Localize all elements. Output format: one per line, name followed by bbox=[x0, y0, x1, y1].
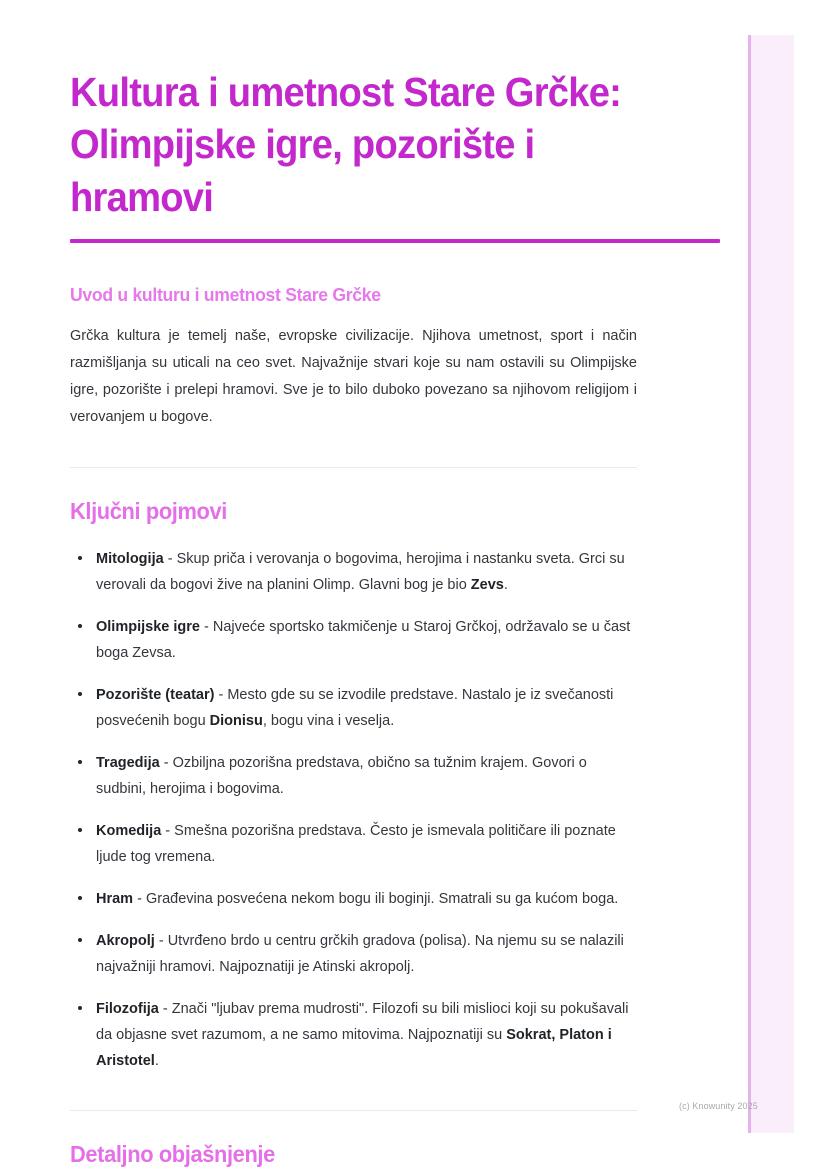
term-definition: Mesto gde su se izvodile predstave. Nastalo je iz svečanosti posvećenih bogu bbox=[96, 687, 614, 730]
term-label: Filozofija bbox=[96, 1001, 159, 1018]
term-emphasis: Sokrat, Platon i Aristotel bbox=[96, 1027, 612, 1070]
bullet-icon bbox=[78, 938, 82, 942]
term-separator: - bbox=[199, 619, 213, 636]
decorative-side-stripe bbox=[748, 35, 794, 1133]
term-definition-tail: . bbox=[154, 1053, 159, 1070]
bullet-icon bbox=[78, 760, 82, 764]
term-separator: - bbox=[161, 823, 175, 840]
section-heading-key-terms: Ključni pojmovi bbox=[70, 498, 227, 525]
term-separator: - bbox=[154, 933, 168, 950]
bullet-icon bbox=[78, 556, 82, 560]
term-separator: - bbox=[133, 891, 146, 908]
list-item bbox=[70, 818, 637, 870]
section-divider-2 bbox=[70, 1110, 637, 1111]
term-definition-tail: , bogu vina i veselja. bbox=[262, 713, 395, 730]
term-label: Tragedija bbox=[96, 755, 160, 772]
term-separator: - bbox=[214, 687, 228, 704]
list-item bbox=[70, 682, 637, 734]
copyright-footer: (c) Knowunity 2025 bbox=[679, 1101, 758, 1111]
intro-paragraph: Grčka kultura je temelj naše, evropske civilizacije. Njihova umetnost, sport i način razmišljanja su uticali na ceo svet. Najvažnije stvari koje su nam ostavili su Olimpijske igre, pozorište i prelepi hramovi. Sve je to bilo duboko povezano sa njihovom religijom i verovanjem u bogove. bbox=[70, 328, 637, 426]
bullet-icon bbox=[78, 896, 82, 900]
term-label: Komedija bbox=[96, 823, 162, 840]
term-label: Hram bbox=[96, 891, 134, 908]
term-separator: - bbox=[159, 755, 173, 772]
section-heading-detail: Detaljno objašnjenje bbox=[70, 1141, 275, 1168]
term-separator: - bbox=[158, 1001, 172, 1018]
bullet-icon bbox=[78, 692, 82, 696]
term-emphasis: Dionisu bbox=[209, 713, 263, 730]
list-item bbox=[70, 750, 637, 802]
term-label: Mitologija bbox=[96, 551, 164, 568]
list-item bbox=[70, 886, 637, 912]
list-item bbox=[70, 614, 637, 666]
term-label: Olimpijske igre bbox=[96, 619, 200, 636]
list-item bbox=[70, 546, 637, 598]
section-heading-intro: Uvod u kulturu i umetnost Stare Grčke bbox=[70, 284, 381, 306]
bullet-icon bbox=[78, 828, 82, 832]
key-terms-list bbox=[70, 546, 637, 1074]
term-definition: Građevina posvećena nekom bogu ili boginji. Smatrali su ga kućom boga. bbox=[145, 891, 619, 908]
term-emphasis: Zevs bbox=[470, 577, 504, 594]
section-divider-1 bbox=[70, 467, 637, 468]
document-content bbox=[70, 66, 637, 1168]
term-definition: Utvrđeno brdo u centru grčkih gradova (polisa). Na njemu su se nalazili najvažniji hramovi. Najpoznatiji je Atinski akropolj. bbox=[96, 933, 624, 976]
term-definition: Ozbiljna pozorišna predstava, obično sa tužnim krajem. Govori o sudbini, herojima i bogovima. bbox=[96, 755, 587, 798]
term-label: Pozorište (teatar) bbox=[96, 687, 215, 704]
list-item bbox=[70, 928, 637, 980]
term-label: Akropolj bbox=[96, 933, 155, 950]
term-definition: Smešna pozorišna predstava. Često je ismevala političare ili poznate ljude tog vremena. bbox=[96, 823, 616, 866]
term-definition: Najveće sportsko takmičenje u Staroj Grčkoj, održavalo se u čast boga Zevsa. bbox=[96, 619, 631, 662]
term-definition-tail: . bbox=[503, 577, 508, 594]
page-title: Kultura i umetnost Stare Grčke: Olimpijske igre, pozorište i hramovi bbox=[70, 69, 622, 220]
term-definition: Skup priča i verovanja o bogovima, herojima i nastanku sveta. Grci su verovali da bogovi žive na planini Olimp. Glavni bog je bio bbox=[96, 551, 625, 594]
title-divider bbox=[70, 239, 720, 243]
term-definition: Znači "ljubav prema mudrosti". Filozofi su bili mislioci koji su pokušavali da objasne svet razumom, a ne samo mitovima. Najpoznatiji su bbox=[96, 1001, 629, 1044]
bullet-icon bbox=[78, 1006, 82, 1010]
bullet-icon bbox=[78, 624, 82, 628]
list-item bbox=[70, 996, 637, 1074]
term-separator: - bbox=[163, 551, 177, 568]
